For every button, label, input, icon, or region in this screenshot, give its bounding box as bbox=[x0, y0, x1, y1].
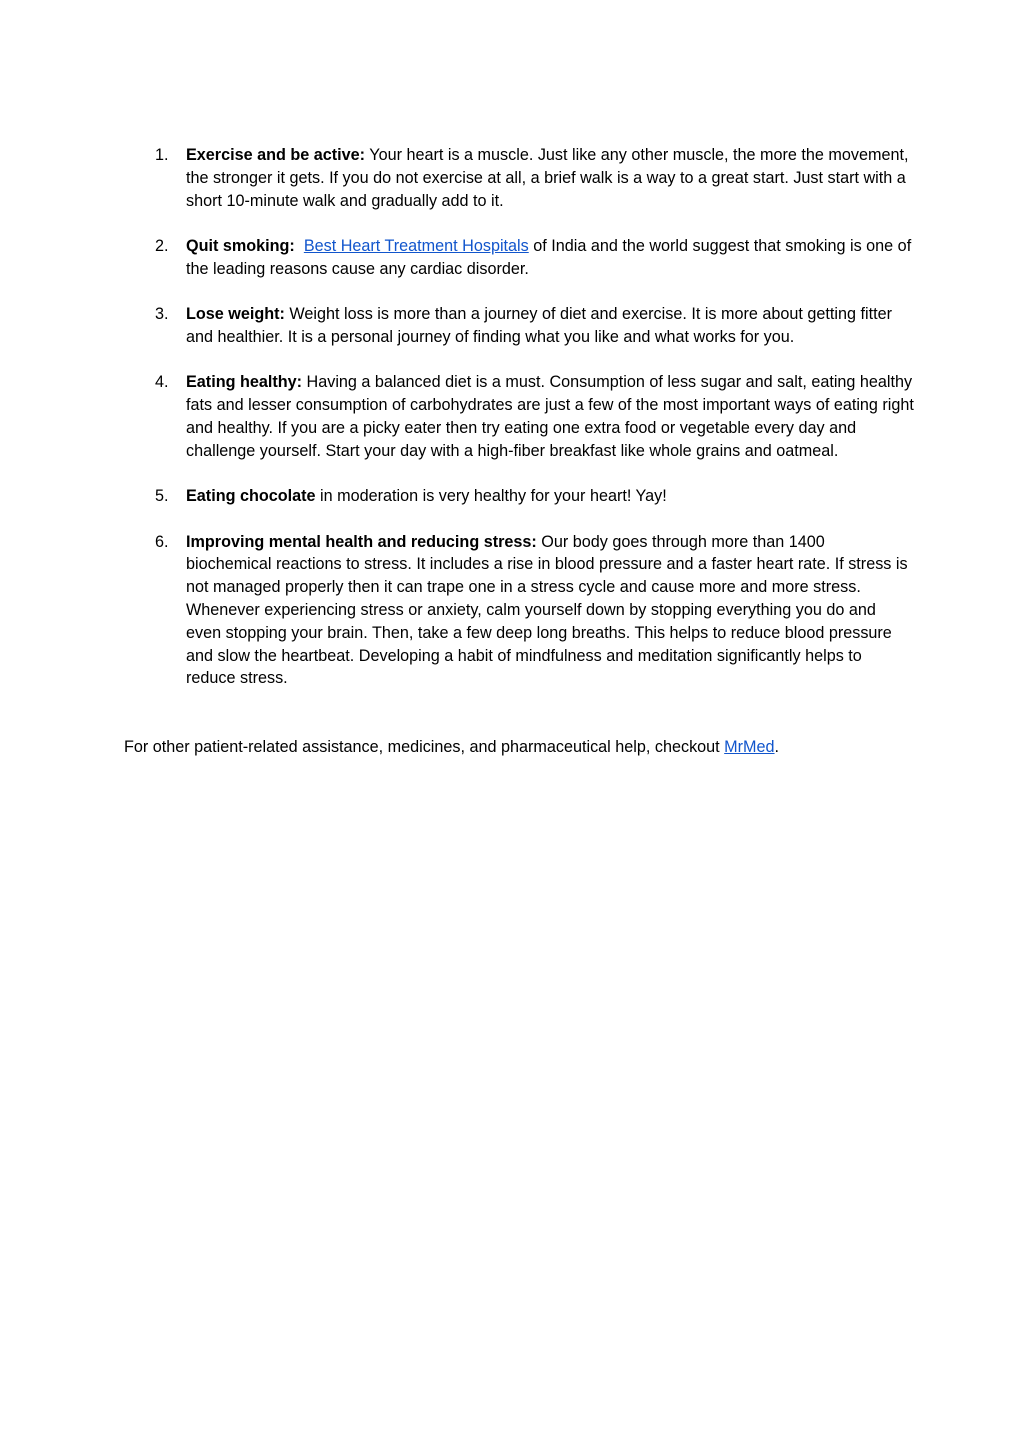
item-heading: Eating chocolate bbox=[186, 487, 316, 506]
item-heading: Exercise and be active: bbox=[186, 146, 366, 164]
item-text: Our body goes through more than 1400 biochemical reactions to stress. It includes a rise in blood pressure and a faster heart rate. If stress is not managed properly then it can trape one in a stress cycle and cause more and more stress. Whenever experiencing stress or anxiety, calm yourself down by stopping everything you do and even stopping your brain. Then, take a few deep long breaths. This helps to reduce blood pressure and slow the heartbeat. Developing a habit of mindfulness and meditation significantly helps to reduce stress. bbox=[186, 532, 908, 688]
list-number: 2. bbox=[155, 236, 169, 255]
item-text: of India and the world suggest that smoking is one of the leading reasons cause any cardiac disorder. bbox=[186, 236, 912, 278]
footer-text: For other patient-related assistance, medicines, and pharmaceutical help, checkout bbox=[124, 738, 725, 756]
item-text: Weight loss is more than a journey of diet and exercise. It is more about getting fitter and healthier. It is a personal journey of finding what you like and what works for you. bbox=[186, 305, 892, 346]
mrmed-link[interactable]: MrMed bbox=[724, 738, 775, 756]
list-number: 3. bbox=[155, 305, 169, 324]
list-item bbox=[124, 144, 914, 212]
best-heart-hospitals-link[interactable]: Best Heart Treatment Hospitals bbox=[303, 236, 529, 255]
list-number: 1. bbox=[155, 146, 169, 164]
item-text: Having a balanced diet is a must. Consumption of less sugar and salt, eating healthy fats and lesser consumption of carbohydrates are just a few of the most important ways of eating right and healthy. If you are a picky eater then try eating one extra food or vegetable every day and challenge yourself. Start your day with a high-fiber breakfast like whole grains and oatmeal. bbox=[186, 373, 914, 460]
footer-end: . bbox=[774, 738, 780, 756]
footer-paragraph bbox=[124, 736, 914, 759]
list-item bbox=[124, 531, 914, 691]
list-item bbox=[124, 303, 914, 349]
heart-tips-list bbox=[124, 144, 914, 713]
item-heading: Improving mental health and reducing stress: bbox=[186, 532, 537, 551]
item-heading: Quit smoking: bbox=[186, 236, 295, 255]
item-text: Your heart is a muscle. Just like any other muscle, the more the movement, the stronger it gets. If you do not exercise at all, a brief walk is a way to a great start. Just start with a short 10-minute walk and gradually add to it. bbox=[186, 146, 909, 210]
item-heading: Eating healthy: bbox=[186, 373, 303, 392]
list-item bbox=[124, 485, 914, 508]
item-spacer bbox=[295, 237, 304, 255]
list-item bbox=[124, 235, 914, 281]
item-text: in moderation is very healthy for your heart! Yay! bbox=[315, 487, 667, 506]
list-number: 4. bbox=[155, 373, 169, 392]
list-number: 5. bbox=[155, 487, 169, 506]
item-heading: Lose weight: bbox=[186, 305, 285, 324]
list-item bbox=[124, 371, 914, 462]
list-number: 6. bbox=[155, 532, 169, 551]
